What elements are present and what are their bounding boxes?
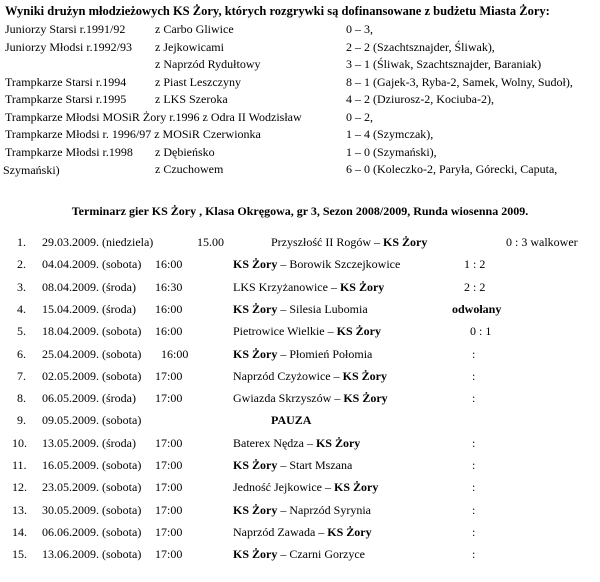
youth-team: Juniorzy Młodsi r.1992/93: [5, 39, 133, 54]
fixture-separator: –: [277, 458, 290, 472]
match-time: 17:00: [155, 435, 183, 450]
fixture-separator: –: [330, 368, 343, 383]
schedule-row: [0, 231, 600, 253]
schedule-row: [0, 454, 600, 476]
home-team: KS Żory: [233, 346, 278, 361]
match-result: :: [472, 368, 476, 383]
pause-label: PAUZA: [271, 413, 312, 428]
match-result: 0 : 3 walkower: [506, 235, 578, 249]
match-fixture: [233, 458, 352, 473]
away-team: KS Żory: [336, 324, 381, 339]
youth-opponent: z LKS Szeroka: [155, 92, 228, 106]
match-number: 4.: [17, 301, 26, 316]
match-date: 06.05.2009. (środa): [42, 391, 136, 406]
youth-opponent: z Piast Leszczyny: [155, 74, 241, 89]
youth-team: Juniorzy Starsi r.1991/92: [5, 22, 126, 36]
fixture-separator: –: [321, 480, 334, 495]
match-time: 17:00: [155, 480, 183, 495]
match-number: 14.: [12, 524, 27, 539]
match-time: 17:00: [155, 502, 183, 517]
youth-team: Trampkarze Starsi r.1995: [5, 92, 127, 106]
match-date: 06.06.2009. (sobota): [42, 524, 142, 539]
match-result: :: [472, 480, 476, 495]
home-team: Baterex Nędza: [233, 435, 304, 450]
home-team: KS Żory: [233, 502, 278, 517]
away-team: KS Żory: [327, 524, 372, 539]
match-time: 17:00: [155, 368, 183, 383]
match-fixture: [233, 257, 400, 272]
fixture-separator: –: [324, 324, 337, 339]
match-date: 16.05.2009. (sobota): [42, 458, 142, 472]
schedule-row: [0, 543, 600, 565]
schedule-row: [0, 521, 600, 543]
match-result: odwołany: [452, 301, 502, 316]
match-date: 23.05.2009. (sobota): [42, 480, 142, 495]
youth-result: 2 – 2 (Szachtsznajder, Śliwak),: [346, 39, 495, 54]
match-result: :: [472, 502, 476, 517]
match-result: :: [472, 346, 476, 361]
away-team: Start Mszana: [289, 458, 353, 472]
away-team: KS Żory: [333, 480, 379, 495]
match-time: 16:00: [161, 346, 189, 361]
match-time: 16:00: [155, 257, 183, 272]
match-fixture: [233, 525, 372, 540]
match-result: :: [472, 435, 476, 450]
match-number: 12.: [12, 480, 27, 495]
youth-opponent: z Jejkowicami: [155, 39, 224, 54]
match-date: 30.05.2009. (sobota): [42, 502, 142, 517]
home-team: KS Żory: [233, 301, 278, 316]
match-number: 8.: [17, 391, 26, 406]
match-fixture: [233, 280, 384, 295]
away-team: Czarni Gorzyce: [289, 547, 365, 562]
match-result: 1 : 2: [464, 257, 486, 272]
match-fixture: [233, 369, 387, 384]
match-number: 7.: [17, 368, 26, 383]
match-time: 17:00: [155, 458, 183, 472]
youth-result: 6 – 0 (Koleczko-2, Paryła, Górecki, Caputa,: [346, 162, 558, 176]
home-team: LKS Krzyżanowice: [233, 279, 328, 294]
schedule-row: [0, 387, 600, 409]
home-team: KS Żory: [233, 257, 278, 272]
match-result: :: [472, 458, 476, 472]
youth-result: 0 – 3,: [346, 22, 373, 36]
match-fixture: [233, 503, 371, 518]
match-date: 04.04.2009. (sobota): [42, 257, 142, 272]
home-team: KS Żory: [233, 547, 278, 562]
youth-opponent: z Czuchowem: [155, 162, 224, 176]
match-time: 16:30: [155, 279, 183, 294]
match-time: 17:00: [155, 524, 183, 539]
youth-opponent: z Carbo Gliwice: [155, 22, 234, 36]
match-result: :: [472, 547, 476, 562]
youth-result: 1 – 4 (Szymczak),: [346, 127, 434, 141]
schedule-row: [0, 298, 600, 320]
match-number: 9.: [17, 413, 26, 428]
match-number: 11.: [12, 458, 27, 472]
match-fixture: [233, 347, 372, 362]
youth-team: Trampkarze Młodsi MOSiR Żory r.1996 z Odra II Wodzisław: [5, 109, 302, 124]
schedule-row: [0, 320, 600, 342]
match-date: 25.04.2009. (sobota): [42, 346, 142, 361]
schedule-row: [0, 476, 600, 498]
match-number: 6.: [17, 346, 26, 361]
fixture-separator: –: [315, 524, 328, 539]
match-result: :: [472, 391, 476, 406]
match-number: 10.: [12, 435, 27, 450]
youth-team: Trampkarze Starsi r.1994: [5, 74, 127, 89]
youth-opponent: z Naprzód Rydułtowy: [155, 57, 261, 71]
youth-result: 0 – 2,: [346, 109, 373, 124]
home-team: KS Żory: [233, 458, 278, 472]
match-fixture: [233, 436, 360, 451]
match-date: 08.04.2009. (środa): [42, 279, 136, 294]
away-team: KS Żory: [342, 368, 387, 383]
away-team: KS Żory: [382, 235, 428, 249]
match-number: 2.: [17, 257, 26, 272]
schedule-row: [0, 343, 600, 365]
youth-results-continuation: Szymański): [3, 163, 60, 177]
match-fixture: [233, 547, 365, 562]
youth-result: 4 – 2 (Dziurosz-2, Kociuba-2),: [346, 92, 494, 106]
match-date: 15.04.2009. (środa): [42, 301, 136, 316]
away-team: KS Żory: [339, 279, 385, 294]
match-number: 13.: [12, 502, 27, 517]
schedule-row: [0, 432, 600, 454]
fixture-separator: –: [277, 502, 290, 517]
home-team: Naprzód Zawada: [233, 524, 316, 539]
match-fixture: [271, 413, 311, 428]
youth-results-heading: Wyniki drużyn młodzieżowych KS Żory, których rozgrywki są dofinansowane z budżetu Miasta Żory:: [5, 4, 550, 18]
schedule-row: [0, 365, 600, 387]
match-time: 15.00: [197, 235, 224, 249]
youth-result: 3 – 1 (Śliwak, Szachtsznajder, Baraniak): [346, 57, 542, 71]
match-result: 0 : 1: [470, 324, 492, 339]
match-result: :: [472, 524, 476, 539]
match-date: 13.06.2009. (sobota): [42, 547, 142, 562]
youth-result: 1 – 0 (Szymański),: [346, 144, 437, 159]
home-team: Jedność Jejkowice: [233, 480, 322, 495]
away-team: Naprzód Syrynia: [289, 502, 371, 517]
fixture-separator: –: [277, 257, 290, 272]
match-number: 15.: [12, 547, 27, 562]
schedule-title: Terminarz gier KS Żory , Klasa Okręgowa, gr 3, Sezon 2008/2009, Runda wiosenna 2009.: [71, 204, 529, 218]
away-team: Borowik Szczejkowice: [289, 257, 401, 272]
match-time: 17:00: [155, 391, 183, 406]
away-team: Płomień Połomia: [289, 346, 373, 361]
match-number: 5.: [17, 324, 26, 339]
match-fixture: [233, 480, 378, 495]
match-date: 13.05.2009. (środa): [42, 435, 136, 450]
match-date: 02.05.2009. (sobota): [42, 368, 142, 383]
match-time: 17:00: [155, 547, 183, 562]
fixture-separator: –: [277, 301, 290, 316]
away-team: Silesia Lubomia: [289, 301, 368, 316]
match-number: 3.: [17, 279, 26, 294]
schedule-row: [0, 253, 600, 275]
schedule-row: [0, 276, 600, 298]
fixture-separator: –: [303, 435, 316, 450]
match-fixture: [233, 324, 381, 339]
fixture-separator: –: [370, 235, 383, 249]
match-fixture: [233, 302, 368, 317]
match-fixture: [271, 235, 427, 250]
match-time: 16:00: [155, 301, 183, 316]
fixture-separator: –: [277, 547, 290, 562]
schedule-row: [0, 499, 600, 521]
away-team: KS Żory: [343, 391, 388, 406]
youth-opponent: z Dębieńsko: [155, 144, 215, 159]
home-team: Naprzód Czyżowice: [233, 368, 331, 383]
match-fixture: [233, 391, 388, 406]
youth-result: 8 – 1 (Gajek-3, Ryba-2, Samek, Wolny, Sudoł),: [346, 74, 573, 89]
home-team: Przyszłość II Rogów: [271, 235, 371, 249]
fixture-separator: –: [277, 346, 290, 361]
fixture-separator: –: [327, 279, 340, 294]
home-team: Pietrowice Wielkie: [233, 324, 325, 339]
match-date: 29.03.2009. (niedziela): [42, 235, 154, 249]
schedule-row: [0, 409, 600, 431]
match-number: 1.: [17, 235, 26, 249]
home-team: Gwiazda Skrzyszów: [233, 391, 332, 406]
match-time: 16:00: [155, 324, 183, 339]
youth-team: Trampkarze Młodsi r.1998: [5, 144, 133, 159]
match-date: 18.04.2009. (sobota): [42, 324, 142, 339]
fixture-separator: –: [331, 391, 344, 406]
match-date: 09.05.2009. (sobota): [42, 413, 142, 428]
match-result: 2 : 2: [464, 279, 486, 294]
youth-team: Trampkarze Młodsi r. 1996/97 z MOSiR Czerwionka: [5, 127, 261, 141]
away-team: KS Żory: [315, 435, 361, 450]
